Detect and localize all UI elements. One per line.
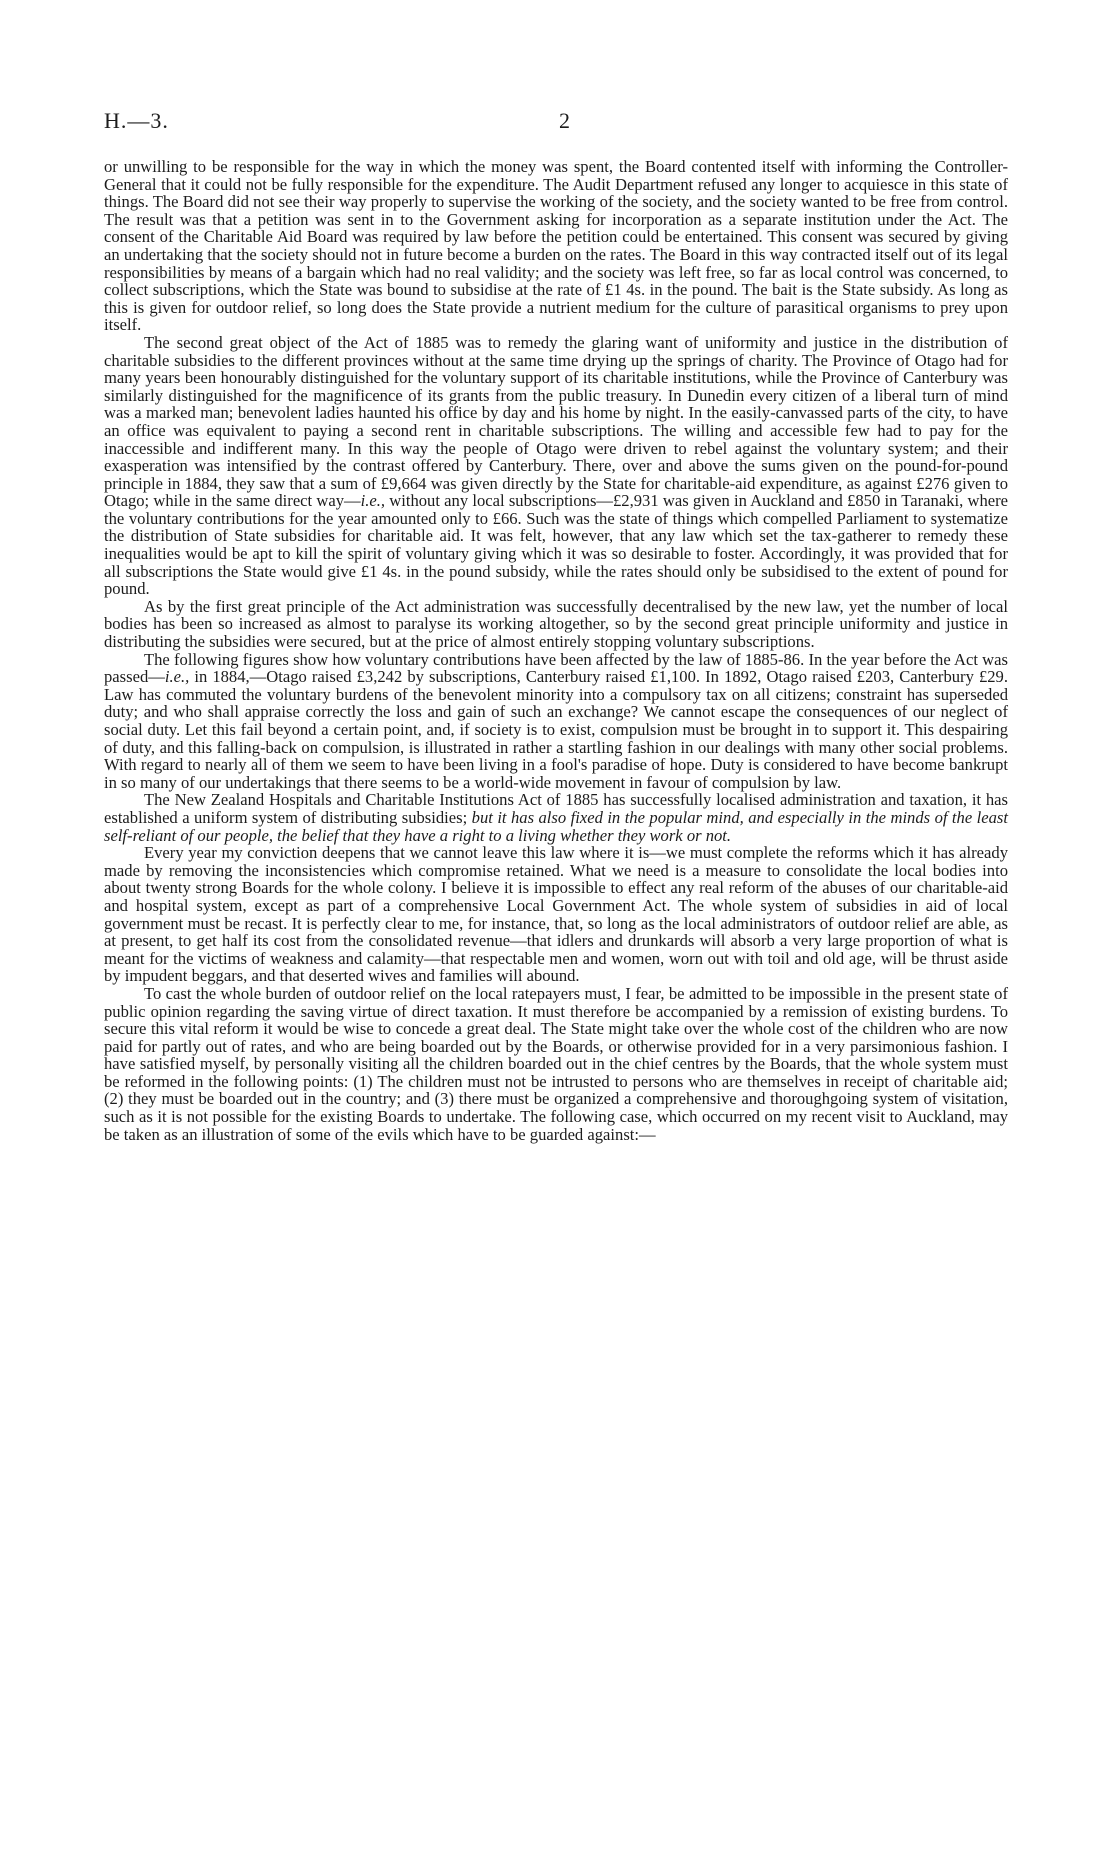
paragraph bbox=[104, 334, 1008, 598]
paragraph bbox=[104, 985, 1008, 1143]
page-header bbox=[104, 108, 1010, 138]
document-reference: H.—3. bbox=[104, 108, 169, 133]
text-segment: The New Zealand Hospitals and Charitable Institutions Act of 1885 has successfully localised administration and taxation, it has established a uniform system of distributing subsidies; bbox=[104, 790, 1008, 827]
text-segment: The following figures show how voluntary contributions have been affected by the law of 1885-86. In the year before the Act was passed— bbox=[104, 649, 1008, 687]
paragraph bbox=[104, 598, 1008, 651]
paragraph bbox=[104, 158, 1008, 334]
italic-segment: but it has also fixed in the popular mind, and especially in the minds of the least self-reliant of our people, the belief that they have a right to a living whether they work or not. bbox=[104, 807, 1008, 845]
paragraph bbox=[104, 651, 1008, 792]
italic-segment: i.e., bbox=[360, 491, 386, 511]
page-number: 2 bbox=[559, 108, 570, 133]
text-segment: or unwilling to be responsible for the way in which the money was spent, the Board contented itself with informing the Controller-General that it could not be fully responsible for the expenditure. The Audit Department refused any longer to acquiesce in this state of things. The Board did not see their way properly to supervise the working of the society, and the society wanted to be free from control. The result was that a petition was sent in to the Government asking for incorporation as a separate institution under the Act. The consent of the Charitable Aid Board was required by law before the petition could be entertained. This consent was secured by giving an undertaking that the society should not in future become a burden on the rates. The Board in this way contracted itself out of its legal responsibilities by means of a bargain which had no real validity; and the society was left free, so far as local control was concerned, to collect subscriptions, which the State was bound to subsidise at the rate of £1 4s. in the pound. The bait is the State subsidy. As long as this is given for outdoor relief, so long does the State provide a nutrient medium for the culture of parasitical organisms to prey upon itself. bbox=[104, 157, 1008, 335]
italic-segment: i.e., bbox=[164, 667, 190, 687]
text-segment: in 1884,—Otago raised £3,242 by subscriptions, Canterbury raised £1,100. In 1892, Otago raised £203, Canterbury £29. Law has commuted the voluntary burdens of the benevolent minority into a compulsory tax on all citizens; constraint has superseded duty; and who shall appraise correctly the loss and gain of such an exchange? We cannot escape the consequences of our neglect of social duty. Let this fail beyond a certain point, and, if society is to exist, compulsion must be brought in to support it. This despairing of duty, and this falling-back on compulsion, is illustrated in rather a startling fashion in our dealings with many other social problems. With regard to nearly all of them we seem to have been living in a fool's paradise of hope. Duty is considered to have become bankrupt in so many of our undertakings that there seems to be a world-wide movement in favour of compulsion by law. bbox=[104, 667, 1008, 792]
text-segment: Every year my conviction deepens that we cannot leave this law where it is—we must complete the reforms which it has already made by removing the inconsistencies which compromise retained. What we need is a measure to consolidate the local bodies into about twenty strong Boards for the whole colony. I believe it is impossible to effect any real reform of the abuses of our charitable-aid and hospital system, except as part of a comprehensive Local Government Act. The whole system of subsidies in aid of local government must be recast. It is perfectly clear to me, for instance, that, so long as the local administrators of outdoor relief are able, as at present, to get half its cost from the consolidated revenue—that idlers and drunkards will absorb a very large proportion of what is meant for the victims of weakness and calamity—that respectable men and women, worn out with toil and old age, will be thrust aside by impudent beggars, and that deserted wives and families will abound. bbox=[104, 843, 1008, 986]
paragraph bbox=[104, 844, 1008, 985]
text-segment: The second great object of the Act of 1885 was to remedy the glaring want of uniformity and justice in the distribution of charitable subsidies to the different provinces without at the same time drying up the springs of charity. The Province of Otago had for many years been honourably distinguished for the voluntary support of its charitable institutions, while the Province of Canterbury was similarly distinguished for the magnificence of its grants from the public treasury. In Dunedin every citizen of a liberal turn of mind was a marked man; benevolent ladies haunted his office by day and his home by night. In the easily-canvassed parts of the city, to have an office was equivalent to paying a second rent in charitable subscriptions. The willing and accessible few had to pay for the inaccessible and indifferent many. In this way the people of Otago were driven to rebel against the voluntary system; and their exasperation was intensified by the contrast offered by Canterbury. There, over and above the sums given on the pound-for-pound principle in 1884, they saw that a sum of £9,664 was given directly by the State for charitable-aid expenditure, as against £276 given to Otago; while in the same direct way— bbox=[104, 332, 1008, 511]
body-text bbox=[104, 158, 1008, 1143]
text-segment: To cast the whole burden of outdoor relief on the local ratepayers must, I fear, be admitted to be impossible in the present state of public opinion regarding the saving virtue of direct taxation. It must therefore be accompanied by a remission of existing burdens. To secure this vital reform it would be wise to concede a great deal. The State might take over the whole cost of the children who are now paid for partly out of rates, and who are being boarded out by the Boards, or otherwise provided for in a very parsimonious fashion. I have satisfied myself, by personally visiting all the children boarded out in the chief centres by the Boards, that the whole system must be reformed in the following points: (1) The children must not be intrusted to persons who are themselves in receipt of charitable aid; (2) they must be boarded out in the country; and (3) there must be organized a comprehensive and thoroughgoing system of visitation, such as it is not possible for the existing Boards to undertake. The following case, which occurred on my recent visit to Auckland, may be taken as an illustration of some of the evils which have to be guarded against:— bbox=[104, 983, 1008, 1144]
text-segment: As by the first great principle of the Act administration was successfully decentralised by the new law, yet the number of local bodies has been so increased as almost to paralyse its working altogether, so by the second great principle uniformity and justice in distributing the subsidies were secured, but at the price of almost entirely stopping voluntary subscriptions. bbox=[104, 596, 1008, 652]
text-segment: without any local subscriptions—£2,931 was given in Auckland and £850 in Taranaki, where the voluntary contributions for the year amounted only to £66. Such was the state of things which compelled Parliament to systematize the distribution of State subsidies for charitable aid. It was felt, however, that any law which set the tax-gatherer to remedy these inequalities would be apt to kill the spirit of voluntary giving which it was so desirable to foster. Accordingly, it was provided that for all subscriptions the State would give £1 4s. in the pound subsidy, while the rates should only be subsidised to the extent of pound for pound. bbox=[104, 491, 1008, 599]
paragraph bbox=[104, 791, 1008, 844]
